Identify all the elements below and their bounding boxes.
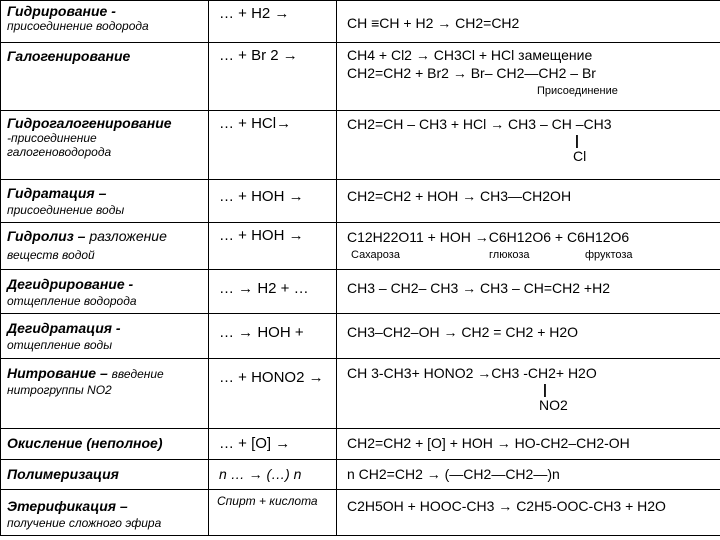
substituent-label: Cl (573, 148, 587, 164)
reaction-scheme: … + HOH → (219, 227, 304, 244)
reaction-equation: CH2=CH2 + Br2 → Br– CH2—CH2 – Br (347, 65, 596, 81)
compound-label: Сахароза (351, 249, 400, 261)
reaction-name: Гидрогалогенирование (7, 115, 172, 131)
table-row (1, 223, 720, 270)
reaction-name-wrapper (1, 359, 208, 381)
reaction-name-rest: введение (111, 367, 164, 381)
reaction-equation: CH3 – CH2– CH3 → CH3 – CH=CH2 +H2 (347, 280, 610, 296)
reaction-description: галогеноводорода (7, 145, 112, 159)
table-row (1, 1, 720, 43)
reaction-name: Гидрирование - (7, 3, 116, 19)
reaction-name: Нитрование – (7, 365, 108, 381)
table-row (1, 43, 720, 111)
reaction-scheme: n … → (…) n (219, 466, 302, 482)
table-row (1, 270, 720, 314)
reaction-scheme: Спирт + кислота (217, 494, 318, 508)
reaction-name: Окисление (неполное) (7, 435, 163, 451)
reaction-description: присоединение воды (7, 203, 125, 217)
table-row (1, 460, 720, 490)
table-row (1, 111, 720, 180)
reaction-name: Дегидратация - (7, 320, 121, 336)
reaction-scheme: … + H2 → (219, 5, 290, 22)
reaction-name: Гидролиз – (7, 228, 86, 244)
compound-label: фруктоза (585, 249, 633, 261)
compound-labels (337, 245, 720, 261)
table-row (1, 180, 720, 223)
table-row (1, 359, 720, 429)
reaction-name: Дегидрирование - (7, 276, 134, 292)
reaction-name: Галогенирование (7, 48, 131, 64)
reaction-equation: CH4 + Cl2 → CH3Cl + HCl замещение (347, 47, 593, 63)
compound-label: глюкоза (489, 249, 530, 261)
reaction-scheme: … → H2 + … (219, 280, 309, 297)
substituent-label: NO2 (539, 397, 568, 413)
reaction-description: отщепление водорода (7, 294, 137, 308)
reaction-note: Присоединение (537, 85, 618, 97)
table-row (1, 490, 720, 536)
reaction-description: -присоединение (7, 131, 97, 145)
reaction-equation: CH2=CH2 + HOH → CH3—CH2OH (347, 188, 572, 204)
reaction-equation: C12H22O11 + HOH →C6H12O6 + C6H12O6 (347, 229, 630, 245)
reaction-scheme: … + Br 2 → (219, 47, 298, 64)
reaction-equation: C2H5OH + HOOC-CH3 → C2H5-OOC-CH3 + H2O (347, 498, 666, 514)
reaction-scheme: … + HCl→ (219, 115, 292, 132)
reaction-equation: CH 3-CH3+ HONO2 →CH3 -CH2+ H2O (347, 365, 597, 381)
reaction-scheme: … + [O] → (219, 435, 291, 452)
reaction-scheme: … + HONO2 → (219, 369, 324, 386)
reaction-description: веществ водой (7, 248, 95, 262)
reaction-name-rest: разложение (89, 228, 167, 244)
reaction-scheme: … → HOH + (219, 324, 304, 341)
reaction-equation: n CH2=CH2 → (—CH2—CH2—)n (347, 466, 560, 482)
reaction-name: Полимеризация (7, 466, 119, 482)
bond-line: | (575, 132, 579, 148)
reaction-equation: CH2=CH – CH3 + HCl → CH3 – CH –CH3 (347, 116, 612, 132)
reaction-equation: CH ≡CH + H2 → CH2=CH2 (347, 15, 520, 31)
reaction-description: отщепление воды (7, 338, 113, 352)
table-row (1, 429, 720, 460)
reaction-name: Этерификация – (7, 498, 128, 514)
table-row (1, 314, 720, 359)
reaction-name: Гидратация – (7, 185, 107, 201)
reaction-equation: CH3–CH2–OH → CH2 = CH2 + H2O (347, 324, 579, 340)
reaction-description: нитрогруппы NO2 (7, 383, 112, 397)
reaction-name-wrapper (1, 223, 208, 244)
reaction-equation: CH2=CH2 + [O] + HOH → HO-CH2–CH2-OH (347, 435, 630, 451)
reaction-description: получение сложного эфира (7, 516, 162, 530)
reaction-scheme: … + HOH → (219, 188, 304, 205)
reaction-description: присоединение водорода (7, 19, 149, 33)
bond-line: | (543, 381, 547, 397)
